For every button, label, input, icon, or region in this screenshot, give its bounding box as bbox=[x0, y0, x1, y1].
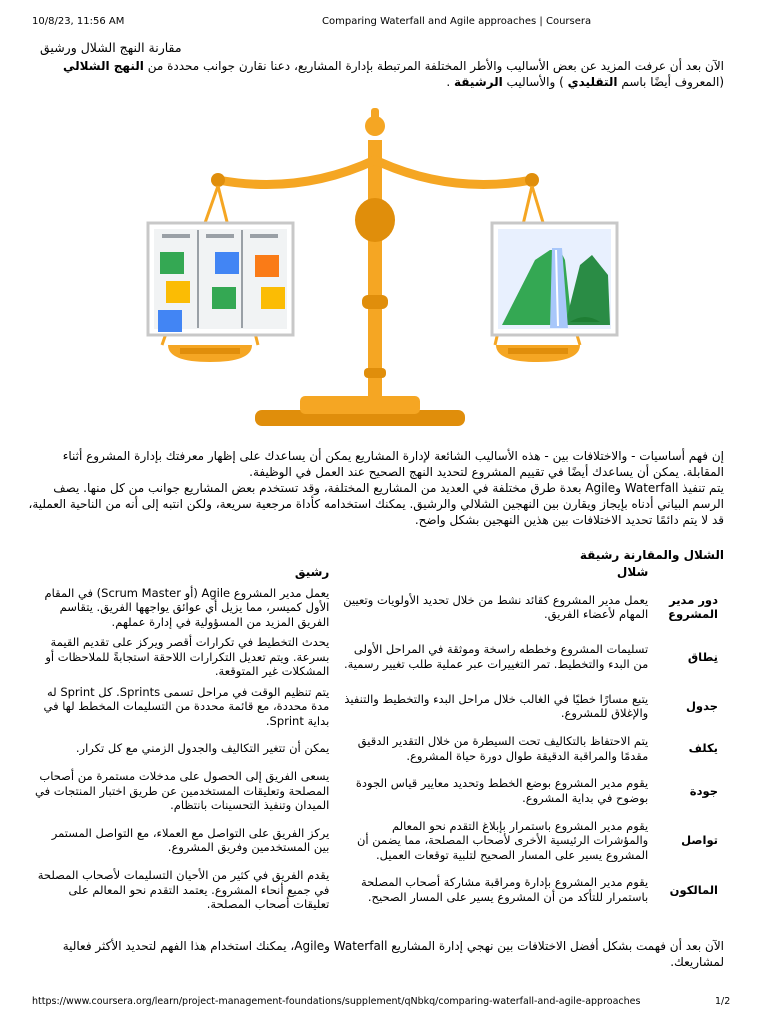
intro-text-b: ) والأساليب bbox=[506, 75, 564, 89]
header-empty bbox=[652, 562, 722, 583]
agile-cell: يمكن أن تتغير التكاليف والجدول الزمني مع كل تكرار. bbox=[75, 741, 330, 756]
agile-cell: يقدم الفريق في كثير من الأحيان التسليمات لأصحاب المصلحة في جميع أنحاء المشروع. يعتمد التقدم نحو المعالم على تعليقات أصحاب المصلحة. bbox=[37, 868, 330, 911]
table-row bbox=[30, 766, 722, 816]
body-line-1: إن فهم أساسيات - والاختلافات بين - هذه الأساليب الشائعة لإدارة المشاريع يمكن أن يساعدك على إظهار معرفتك بإدارة المشروع أثناء bbox=[62, 449, 724, 463]
row-label: يكلف bbox=[688, 741, 718, 756]
scale-collar bbox=[362, 295, 388, 309]
table-row bbox=[30, 583, 722, 633]
agile-cell: يركز الفريق على التواصل مع العملاء، مع التواصل المستمر بين المستخدمين وفريق المشروع. bbox=[51, 825, 330, 855]
body-line-3: يتم تنفيذ Waterfall وAgile بعدة طرق مختلفة في العديد من المشاريع المختلفة، وقد تستخدم بعض المشاريع جوانب من كل منها. يصف bbox=[53, 481, 724, 495]
intro-bold-waterfall: النهج الشلالي bbox=[63, 59, 144, 73]
scale-pillar bbox=[368, 140, 382, 400]
print-page-number: 1/2 bbox=[715, 996, 731, 1007]
header-agile: رشيق bbox=[294, 565, 330, 579]
body-paragraph bbox=[24, 448, 724, 528]
waterfall-picture bbox=[492, 223, 617, 335]
sticky-note-green-2 bbox=[212, 287, 236, 309]
body-line-2: المقابلة. يمكن أن يساعدك أيضًا في تقييم المشروع لتحديد النهج الصحيح عند العمل في الوظيفة. bbox=[249, 465, 724, 479]
table-header-row bbox=[30, 562, 722, 583]
sticky-note-orange bbox=[255, 255, 279, 277]
intro-bold-traditional: التقليدي bbox=[567, 75, 618, 89]
waterfall-cell: يقوم مدير المشروع باستمرار بإبلاغ التقدم نحو المعالم والمؤشرات الرئيسية الأخرى لأصحاب المصلحة، مما يضمن أن المشروع يسير على المسار الصحيح لتلبية توقعات العميل. bbox=[356, 818, 649, 862]
comparison-table bbox=[30, 562, 722, 915]
row-label: جودة bbox=[689, 783, 718, 798]
table-row bbox=[30, 682, 722, 732]
sticky-note-yellow bbox=[166, 281, 190, 303]
scale-collar-lower bbox=[364, 368, 386, 378]
agile-cell: يسعى الفريق إلى الحصول على مدخلات مستمرة من أصحاب المصلحة وتعليقات المستخدمين عن طريق اختبار المنتجات في الميدان وتنفيذ التحسينات بانتظام. bbox=[35, 769, 330, 812]
intro-paragraph bbox=[34, 58, 724, 90]
print-datetime: 10/8/23, 11:56 AM bbox=[32, 16, 125, 27]
body-line-5: قد لا يتم دائمًا تحديد الاختلافات بين هذين النهجين بشكل واضح. bbox=[414, 513, 724, 527]
kanban-header-3 bbox=[250, 234, 278, 238]
waterfall-cell: يعمل مدير المشروع كقائد نشط من خلال تحديد الأولويات وتعيين المهام لأعضاء الفريق. bbox=[343, 592, 649, 622]
page-title: مقارنة النهج الشلال ورشيق bbox=[40, 40, 182, 55]
kanban-header-2 bbox=[206, 234, 234, 238]
sticky-note-blue-2 bbox=[215, 252, 239, 274]
print-doc-title: Comparing Waterfall and Agile approaches | Coursera bbox=[322, 16, 592, 27]
intro-text: الآن بعد أن عرفت المزيد عن بعض الأساليب والأطر المختلفة المرتبطة بإدارة المشاريع، دعنا نقارن جوانب محددة من bbox=[147, 59, 724, 73]
closing-paragraph bbox=[34, 938, 724, 970]
intro-bold-agile: الرشيقة bbox=[454, 75, 503, 89]
sticky-note-blue bbox=[158, 310, 182, 332]
sticky-note-green bbox=[160, 252, 184, 274]
waterfall-cell: يقوم مدير المشروع بوضع الخطط وتحديد معايير قياس الجودة بوضوح في بداية المشروع. bbox=[355, 776, 649, 805]
header-waterfall: شلال bbox=[616, 565, 649, 579]
agile-cell: يعمل مدير المشروع Agile (أو Scrum Master) في المقام الأول كميسر، مما يزيل أي عوائق يواجهها الفريق. يتقاسم الفريق المزيد من المسؤولية في إدارة عملهم. bbox=[44, 585, 330, 629]
table-row bbox=[30, 731, 722, 766]
agile-cell: يحدث التخطيط في تكرارات أقصر ويركز على تقديم القيمة بسرعة. ويتم تعديل التكرارات اللاحقة استجابةً للملاحظات أو المشكلات غير المتوقعة. bbox=[45, 635, 330, 678]
comparison-heading: الشلال والمقارنة رشيقة bbox=[579, 548, 724, 562]
table-row bbox=[30, 816, 722, 866]
intro-text-c: . bbox=[446, 75, 451, 89]
print-footer-url[interactable]: https://www.coursera.org/learn/project-management-foundations/supplement/qNbkq/comparing-waterfall-and-agile-approaches bbox=[32, 996, 641, 1007]
kanban-header-1 bbox=[162, 234, 190, 238]
closing-line-1: الآن بعد أن فهمت بشكل أفضل الاختلافات بين نهجي إدارة المشاريع Waterfall وAgile، يمكنك استخدام هذا الفهم لتحديد الأكثر فعالية bbox=[62, 939, 724, 953]
scale-base-top bbox=[300, 396, 420, 414]
row-label: تواصل bbox=[681, 833, 718, 847]
table-row bbox=[30, 865, 722, 915]
right-pan-rim bbox=[508, 348, 568, 354]
waterfall-cell: يتبع مسارًا خطيًا في الغالب خلال مراحل البدء والتخطيط والتنفيذ والإغلاق للمشروع. bbox=[344, 691, 649, 721]
left-pan-rim bbox=[180, 348, 240, 354]
table-row bbox=[30, 632, 722, 682]
body-line-4: الرسم البياني أدناه بإيجاز ويقارن بين النهجين الشلالي والرشيق. يمكنك استخدامه كأداة مرجعية سريعة، ولكن انتبه إلى أنه من الناحية العملية، bbox=[28, 497, 724, 511]
intro-line-1 bbox=[34, 58, 724, 74]
waterfall-cell: تسليمات المشروع وخططه راسخة وموثقة في المراحل الأولى من البدء والتخطيط. تمر التغييرات عبر عملية طلب تغيير رسمية. bbox=[343, 642, 649, 671]
row-label: المالكون bbox=[669, 882, 718, 897]
intro-line-2 bbox=[34, 74, 724, 90]
scale-knob bbox=[355, 198, 395, 242]
sticky-note-yellow-2 bbox=[261, 287, 285, 309]
waterfall-cell: يتم الاحتفاظ بالتكاليف تحت السيطرة من خلال التقدير الدقيق مقدمًا والمراقبة الدقيقة طوال دورة حياة المشروع. bbox=[357, 734, 649, 763]
beam-end-left bbox=[211, 173, 225, 187]
waterfall-cell: يقوم مدير المشروع بإدارة ومراقبة مشاركة أصحاب المصلحة باستمرار للتأكد من أن المشروع يسير على المسار الصحيح. bbox=[360, 875, 649, 904]
closing-line-2: لمشاريعك. bbox=[670, 955, 724, 969]
row-label: نِطاق bbox=[687, 649, 718, 664]
agile-cell: يتم تنظيم الوقت في مراحل تسمى Sprints. كل Sprint له مدة محددة، مع قائمة محددة من التسليمات المخطط لها في بداية Sprint. bbox=[43, 684, 330, 728]
row-label: جدول bbox=[685, 699, 718, 713]
intro-text-a: (المعروف أيضًا باسم bbox=[621, 75, 724, 89]
beam-end-right bbox=[525, 173, 539, 187]
scale-tip bbox=[371, 108, 379, 122]
kanban-board bbox=[148, 223, 293, 335]
balance-scale-illustration bbox=[140, 100, 630, 430]
row-label: دور مدير المشروع bbox=[668, 592, 718, 622]
